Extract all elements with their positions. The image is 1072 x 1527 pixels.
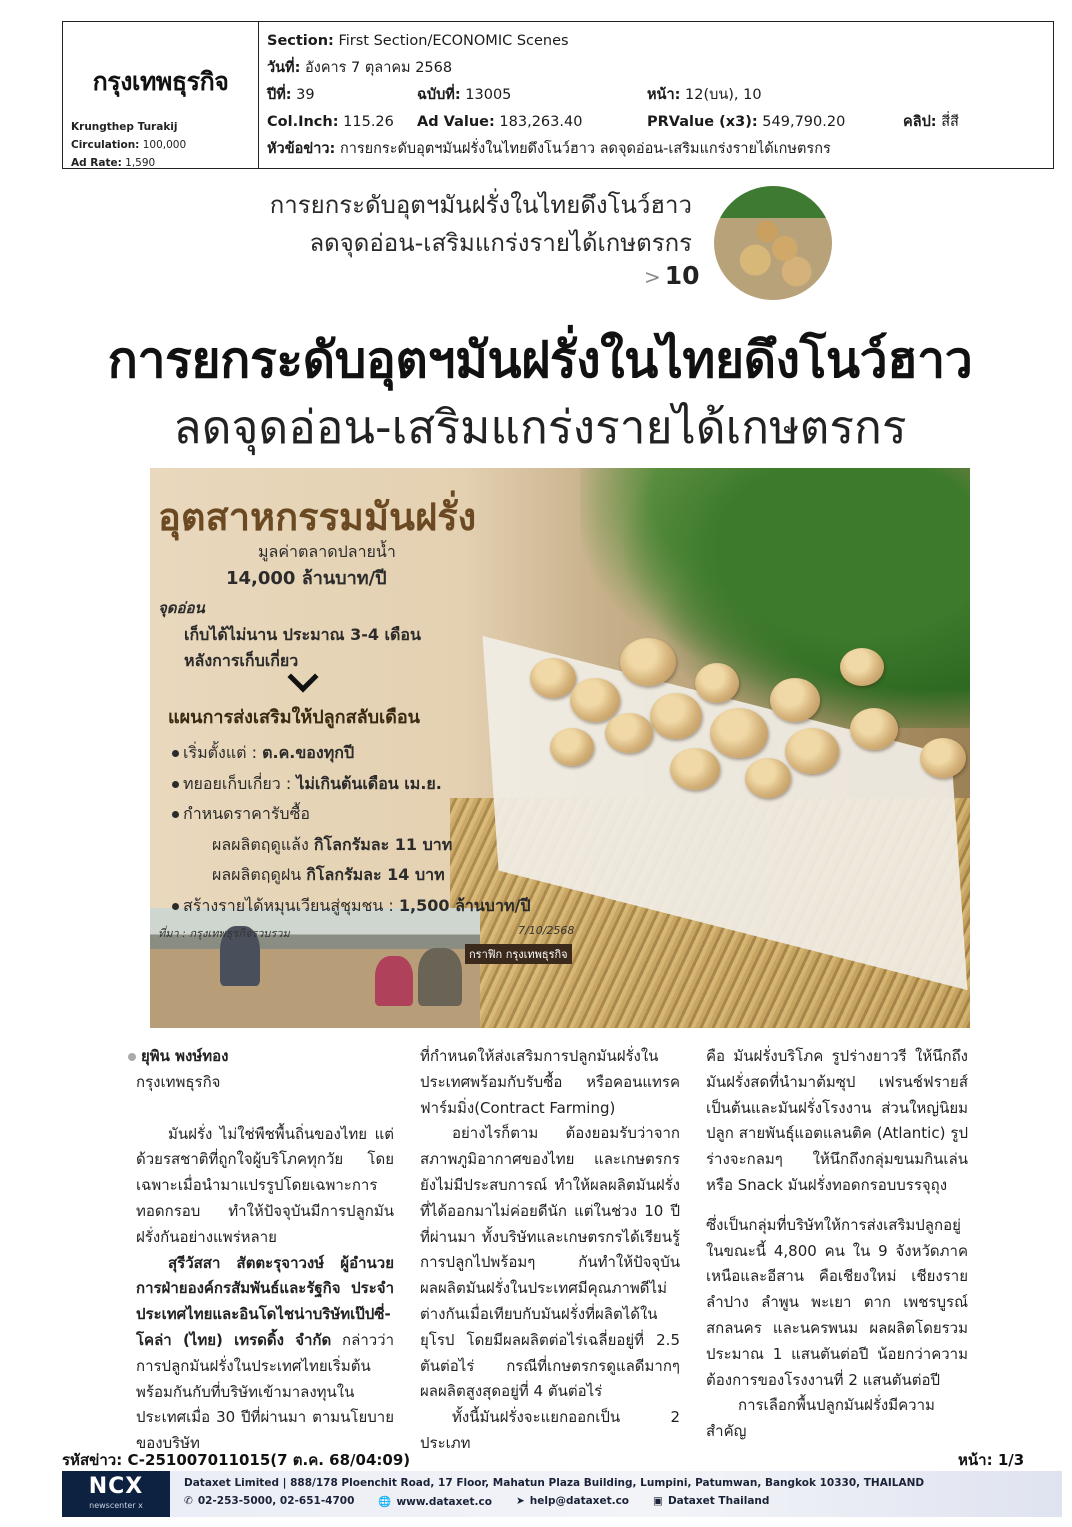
brand-name: NCX [88,1474,144,1499]
teaser-line-1: การยกระดับอุตฯมันฝรั่งในไทยดึงโนว์ฮาว [269,191,692,219]
paragraph-text: กล่าวว่า การปลูกมันฝรั่งในประเทศไทยเริ่มต้นพร้อมกันกับที่บริษัทเข้ามาลงทุนในประเทศเมื่อ 30 ปีที่ผ่านมา ตามนโยบายของบริษัท [136,1330,395,1453]
price-dry-label: ผลผลิตฤดูแล้ง [212,834,309,854]
publication-panel [63,22,259,168]
paragraph-spacer [136,1096,394,1122]
phone-number: 02-253-5000, 02-651-4700 [197,1495,355,1507]
bullet-icon [172,903,179,910]
potato-industry-infographic [150,468,970,1028]
clip-value: สี่สี [941,114,959,130]
infographic-source: ที่มา : กรุงเทพธุรกิจรวบรวม [158,927,290,940]
company-address: Dataxet Limited | 888/178 Ploenchit Road, 17 Floor, Mahatun Plaza Building, Lumpini, Patumwan, Bangkok 10330, THAILAND [184,1477,925,1489]
website-link[interactable]: www.dataxet.co [396,1496,492,1508]
bullet-icon [172,750,179,757]
plan-item-label: กำหนดราคารับซื้อ [183,804,311,823]
ncx-logo [62,1471,170,1517]
plan-item-label: ทยอยเก็บเกี่ยว : [183,773,292,793]
facebook-link[interactable]: Dataxet Thailand [667,1495,770,1507]
web-contact[interactable] [378,1495,492,1508]
headline-line-1: การยกระดับอุตฯมันฝรั่งในไทยดึงโนว์ฮาว [107,331,973,389]
facebook-icon: ▣ [653,1495,663,1507]
income-item [172,891,530,922]
potato-image [695,663,739,703]
article-column-1 [136,1044,394,1457]
article-paragraph: คือ มันฝรั่งบริโภค รูปร่างยาวรี ให้นึกถึงมันฝรั่งสดที่นำมาต้มซุป เฟรนช์ฟรายส์ เป็นต้นและมันฝรั่งโรงงาน ส่วนใหญ่นิยมปลูก สายพันธุ์แอตแลนติค (Atlantic) รูปร่างจะกลมๆ ให้นึกถึงกลุ่มขนมกินเล่น หรือ Snack มันฝรั่งทอดกรอบบรรจุถุง [706,1047,968,1194]
article-headline [60,330,1020,458]
potato-image [620,638,676,686]
potato-image [530,658,576,698]
publication-logo: กรุงเทพธุรกิจ [92,67,229,96]
author-organization: กรุงเทพธุรกิจ [136,1072,221,1091]
potato-image [710,708,768,758]
graphic-credit-badge: กราฟิก กรุงเทพธุรกิจ [465,944,572,964]
potato-image [785,728,839,774]
circulation-value: 100,000 [142,139,187,151]
brand-tagline: newscenter x [89,1501,143,1510]
worker-figure [418,948,462,1006]
potato-image [745,758,791,798]
plan-title: แผนการส่งเสริมให้ปลูกสลับเดือน [168,707,420,728]
weakness-label: จุดอ่อน [158,599,205,617]
paragraph-spacer [706,1199,968,1213]
teaser-page-number: 10 [664,261,700,290]
potato-image [840,648,884,686]
headline-line-2: ลดจุดอ่อน-เสริมแกร่งรายได้เกษตรกร [173,400,907,454]
price-rain-season [172,860,530,891]
facebook-contact[interactable] [653,1495,769,1508]
page-indicator-label: หน้า: [958,1451,993,1469]
article-paragraph [136,1251,394,1457]
article-paragraph: อย่างไรก็ตาม ต้องยอมรับว่าจากสภาพภูมิอากาศของไทย และเกษตรกรยังไม่มีประสบการณ์ ทำให้ผลผลิตมันฝรั่งที่ได้ออกมาไม่ค่อยดีนัก แต่ในช่วง 10 ปีที่ผ่านมา ทั้งบริษัทและเกษตรกรได้เรียนรู้การปลูกไปพร้อมๆ กันทำให้ปัจจุบันผลผลิตมันฝรั่งในประเทศมีคุณภาพดีไม่ต่างกันเมื่อเทียบกับมันฝรั่งที่ผลิตได้ในยุโรป โดยมีผลผลิตต่อไร่เฉลี่ยอยู่ที่ 2.5 ตันต่อไร่ กรณีที่เกษตรกรดูแลดีมากๆ ผลผลิตสูงสุดอยู่ที่ 4 ตันต่อไร่ [420,1124,680,1401]
email-contact[interactable] [516,1495,629,1508]
clipping-details [259,22,1053,168]
income-label: สร้างรายได้หมุนเวียนสู่ชุมชน : [183,895,394,915]
colinch-label: Col.Inch: [267,114,339,130]
clip-label: คลิป: [903,114,937,130]
potato-image [605,713,653,753]
page-label: หน้า: [647,87,681,103]
year-label: ปีที่: [267,87,292,103]
ad-rate-value: 1,590 [125,157,156,169]
circulation-label: Circulation: [71,139,140,151]
date-label: วันที่: [267,60,301,76]
headline-label: หัวข้อข่าว: [267,141,336,157]
year-value: 39 [296,87,315,103]
plan-item-value: ต.ค.ของทุกปี [262,743,355,762]
weakness-line-1: เก็บได้ไม่นาน ประมาณ 3-4 เดือน [184,625,421,644]
send-icon: ➤ [515,1495,525,1507]
email-link[interactable]: help@dataxet.co [529,1495,630,1507]
weakness-line-2: หลังการเก็บเกี่ยว [184,651,299,670]
clipping-metadata-box [62,21,1054,169]
ad-rate-label: Ad Rate: [71,157,122,169]
market-value: 14,000 ล้านบาท/ปี [226,568,387,589]
article-paragraph: มันฝรั่ง ไม่ใช่พืชพื้นถิ่นของไทย แต่ด้วยรสชาติที่ถูกใจผู้บริโภคทุกวัย โดยเฉพาะเมื่อนำมาแปรรูปโดยเฉพาะการทอดกรอบ ทำให้ปัจจุบันมีการปลูกมันฝรั่งกันอย่างแพร่หลาย [136,1124,394,1246]
income-value: 1,500 ล้านบาท/ปี [398,895,531,915]
infographic-date: 7/10/2568 [518,924,575,937]
potato-image [670,748,720,790]
plan-item-label: เริ่มตั้งแต่ : [183,743,257,762]
chevron-right-icon: > [644,265,661,289]
date-value: อังคาร 7 ตุลาคม 2568 [305,60,453,76]
colinch-value: 115.26 [343,114,394,130]
teaser-line-2: ลดจุดอ่อน-เสริมแกร่งรายได้เกษตรกร [309,229,692,257]
article-paragraph: การเลือกพื้นปลูกมันฝรั่งมีความสำคัญ [706,1396,935,1441]
price-rain-value: กิโลกรัมละ 14 บาท [306,865,445,884]
article-paragraph: ทั้งนี้มันฝรั่งจะแยกออกเป็น 2 ประเภท [420,1408,680,1452]
issue-label: ฉบับที่: [417,87,461,103]
news-code-value: C-251007011015(7 ต.ค. 68/04:09) [127,1451,411,1469]
phone-contact [184,1495,354,1508]
market-value-label: มูลค่าตลาดปลายน้ำ [258,542,396,561]
plan-item [172,769,530,800]
headline-value: การยกระดับอุตฯมันฝรั่งในไทยดึงโนว์ฮาว ลดจุดอ่อน-เสริมแกร่งรายได้เกษตรกร [339,141,831,157]
price-dry-value: กิโลกรัมละ 11 บาท [313,834,453,854]
section-label: Section: [267,33,334,49]
plan-list [172,738,530,921]
plan-item [172,738,530,769]
author-byline [136,1044,394,1070]
issue-value: 13005 [465,87,512,103]
bullet-icon [172,781,179,788]
potato-image [770,678,820,722]
price-dry-season [172,830,530,861]
infographic-title: อุตสาหกรรมมันฝรั่ง [158,495,477,539]
potato-image [850,708,898,750]
potato-image [650,693,702,739]
price-rain-label: ผลผลิตฤดูฝน [212,865,302,884]
phone-icon: ✆ [184,1495,193,1507]
footer-bar [62,1471,1062,1517]
potato-image [570,678,620,722]
bullet-icon [128,1053,136,1061]
globe-icon: 🌐 [378,1496,392,1508]
page-value: 12(บน), 10 [685,87,762,103]
article-paragraph: ที่กำหนดให้ส่งเสริมการปลูกมันฝรั่งในประเทศพร้อมกับรับซื้อ หรือคอนแทรคฟาร์มมิ่ง(Contract Farming) [420,1047,680,1117]
article-column-3 [706,1044,968,1445]
contact-info [184,1495,769,1508]
article-column-2 [420,1044,680,1457]
prvalue-label: PRValue (x3): [647,114,758,130]
publication-info [71,118,186,172]
advalue-label: Ad Value: [417,114,495,130]
news-code-label: รหัสข่าว: [62,1451,123,1469]
quoted-executive: สุรีวัสสา สัตตะรุจาวงษ์ ผู้อำนวยการฝ่ายองค์กรสัมพันธ์และรัฐกิจ ประจำประเทศไทยและอินโดไชน่าบริษัทเป๊ปซี่-โคล่า (ไทย) เทรดดิ้ง จำกัด [136,1253,394,1349]
page-indicator-value: 1/3 [997,1451,1025,1469]
front-page-teaser [240,186,692,262]
plan-item-value: ไม่เกินต้นเดือน เม.ย. [296,773,442,793]
worker-figure [375,956,413,1006]
plan-item [172,799,530,830]
potato-image [550,728,594,766]
potato-image [920,738,966,778]
publication-name-en: Krungthep Turakij [71,121,178,133]
teaser-page-ref [644,261,700,290]
section-value: First Section/ECONOMIC Scenes [338,33,569,49]
author-name: ยุพิน พงษ์ทอง [141,1047,229,1065]
bullet-icon [172,811,179,818]
advalue-value: 183,263.40 [499,114,583,130]
potato-thumbnail-image [714,186,832,300]
page-indicator [958,1448,1024,1472]
prvalue-value: 549,790.20 [762,114,846,130]
article-paragraph: ซึ่งเป็นกลุ่มที่บริษัทให้การส่งเสริมปลูกอยู่ในขณะนี้ 4,800 คน ใน 9 จังหวัดภาคเหนือและอีสาน คือเชียงใหม่ เชียงราย ลำปาง ลำพูน พะเยา ตาก เพชรบูรณ์ สกลนคร และนครพนม ผลผลิตโดยรวมประมาณ 1 แสนตันต่อปี น้อยกว่าความต้องการของโรงงานที่ 2 แสนตันต่อปี [706,1215,968,1389]
news-code [62,1448,410,1472]
